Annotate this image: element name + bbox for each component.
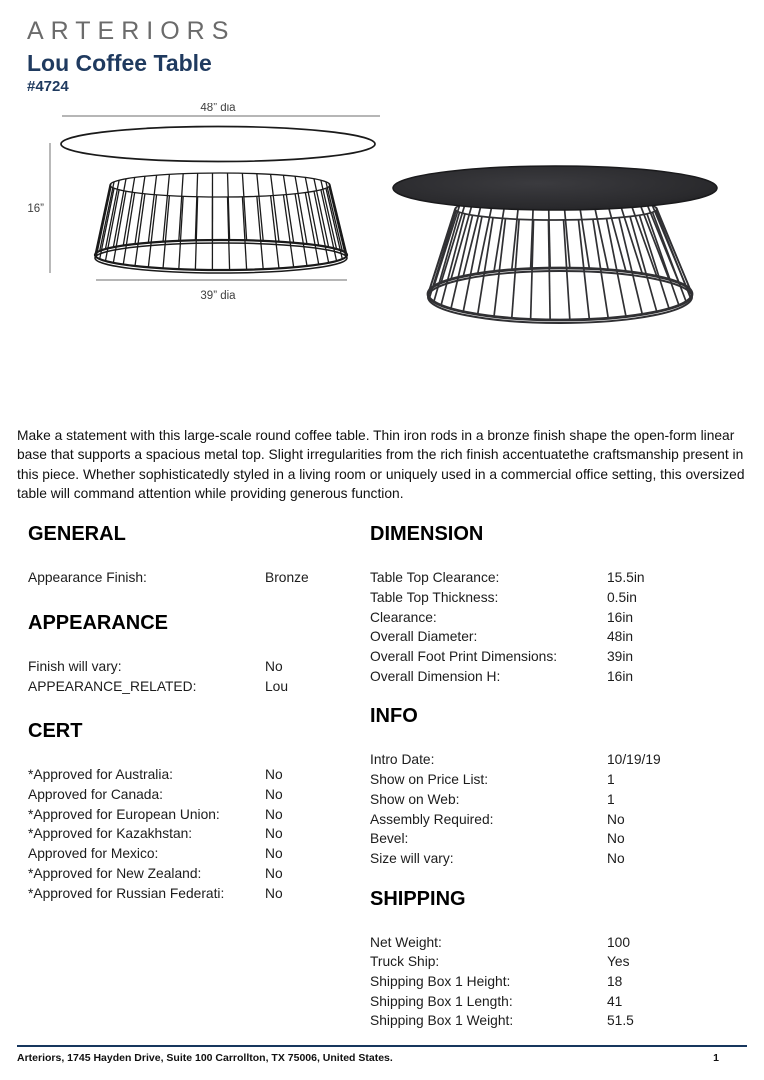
spec-value: 16in <box>607 609 634 625</box>
spec-label: Show on Web: <box>370 791 460 807</box>
spec-label: Assembly Required: <box>370 811 494 827</box>
spec-row <box>370 933 727 953</box>
section-heading-info: INFO <box>370 705 418 728</box>
spec-row <box>370 849 727 869</box>
spec-label: Table Top Clearance: <box>370 570 500 586</box>
section-heading-cert: CERT <box>28 720 83 743</box>
spec-row <box>370 770 727 790</box>
spec-value: No <box>607 811 625 827</box>
spec-row <box>370 952 727 972</box>
spec-value: No <box>265 658 283 674</box>
spec-label: Shipping Box 1 Weight: <box>370 1013 514 1029</box>
footer <box>17 1045 747 1064</box>
spec-label: Overall Foot Print Dimensions: <box>370 649 558 664</box>
spec-row <box>28 824 365 844</box>
spec-row <box>370 790 727 810</box>
spec-label: Overall Diameter: <box>370 629 478 645</box>
section-heading-shipping: SHIPPING <box>370 887 466 910</box>
section-heading-appearance: APPEARANCE <box>28 611 169 634</box>
spec-rows <box>370 750 727 868</box>
spec-label: Approved for Canada: <box>28 787 163 802</box>
spec-row <box>28 864 365 884</box>
spec-rows <box>370 568 727 686</box>
spec-label: Table Top Thickness: <box>370 589 499 605</box>
spec-label: Appearance Finish: <box>28 570 147 586</box>
spec-row <box>28 568 365 588</box>
spec-section <box>28 718 365 903</box>
spec-value: 16in <box>607 668 634 684</box>
spec-section <box>28 610 365 696</box>
spec-row <box>28 805 365 825</box>
spec-row <box>370 1011 727 1031</box>
spec-section <box>370 521 727 686</box>
spec-column-right <box>365 521 727 1031</box>
product-sku: #4724 <box>27 78 69 95</box>
spec-label: Overall Dimension H: <box>370 668 501 684</box>
spec-row <box>28 884 365 904</box>
bottom-diameter-label: 39” dia <box>200 290 236 302</box>
spec-value: No <box>265 787 283 802</box>
footer-divider <box>17 1045 747 1047</box>
spec-value: 100 <box>607 934 631 950</box>
spec-rows <box>370 933 727 1032</box>
spec-value: 48in <box>607 629 634 645</box>
spec-label: Shipping Box 1 Length: <box>370 993 513 1009</box>
spec-value: 10/19/19 <box>607 752 661 768</box>
spec-value: 41 <box>607 993 623 1009</box>
footer-address: Arteriors, 1745 Hayden Drive, Suite 100 Carrollton, TX 75006, United States. <box>17 1052 393 1064</box>
spec-label: *Approved for Kazakhstan: <box>28 826 193 842</box>
spec-label: *Approved for New Zealand: <box>28 865 202 881</box>
spec-label: Truck Ship: <box>370 954 440 970</box>
spec-row <box>370 992 727 1012</box>
spec-value: Bronze <box>265 570 309 586</box>
spec-label: *Approved for Russian Federati: <box>28 885 225 901</box>
header <box>0 0 764 96</box>
section-heading-general: GENERAL <box>28 523 126 546</box>
spec-row <box>28 657 365 677</box>
spec-label: Net Weight: <box>370 934 442 950</box>
spec-value: No <box>265 846 283 862</box>
spec-rows <box>28 765 365 903</box>
spec-row <box>370 627 727 647</box>
spec-value: No <box>265 767 283 783</box>
spec-row <box>28 844 365 864</box>
height-label: 16” <box>27 203 44 215</box>
spec-label: Finish will vary: <box>28 658 122 674</box>
spec-value: 39in <box>607 649 634 664</box>
spec-row <box>370 588 727 608</box>
spec-section <box>28 521 365 588</box>
spec-value: No <box>265 826 283 842</box>
brand-logo: ARTERIORS <box>27 17 236 45</box>
spec-label: Clearance: <box>370 609 437 625</box>
spec-value: No <box>607 831 625 847</box>
spec-label: Approved for Mexico: <box>28 846 159 862</box>
dimension-line-drawing <box>10 103 385 315</box>
spec-label: Size will vary: <box>370 850 454 866</box>
spec-value: 51.5 <box>607 1013 634 1029</box>
spec-value: No <box>265 885 283 901</box>
spec-rows <box>28 568 365 588</box>
spec-columns <box>0 521 764 1031</box>
product-photo <box>380 143 754 361</box>
spec-label: APPEARANCE_RELATED: <box>28 678 197 694</box>
spec-section <box>370 703 727 868</box>
spec-row <box>370 647 727 667</box>
spec-value: 15.5in <box>607 570 645 586</box>
section-heading-dimension: DIMENSION <box>370 523 484 546</box>
spec-row <box>28 785 365 805</box>
spec-value: 1 <box>607 772 615 788</box>
table-line-art <box>61 127 375 274</box>
product-images <box>0 103 764 418</box>
spec-row <box>370 829 727 849</box>
spec-row <box>370 810 727 830</box>
spec-row <box>28 677 365 697</box>
spec-label: *Approved for Australia: <box>28 767 173 783</box>
spec-row <box>370 972 727 992</box>
spec-label: *Approved for European Union: <box>28 806 220 822</box>
spec-value: Lou <box>265 678 289 694</box>
spec-label: Show on Price List: <box>370 772 489 788</box>
spec-column-left <box>0 521 365 1031</box>
spec-row <box>370 568 727 588</box>
spec-label: Intro Date: <box>370 752 435 768</box>
spec-value: No <box>265 806 283 822</box>
spec-value: No <box>607 850 625 866</box>
page-number: 1 <box>713 1052 719 1064</box>
top-diameter-label: 48” dia <box>200 103 236 114</box>
table-photo-art <box>393 166 717 323</box>
spec-value: Yes <box>607 954 630 970</box>
spec-value: 0.5in <box>607 589 637 605</box>
spec-row <box>370 608 727 628</box>
spec-row <box>370 750 727 770</box>
spec-value: 18 <box>607 974 623 990</box>
spec-row <box>28 765 365 785</box>
product-description: Make a statement with this large-scale round coffee table. Thin iron rods in a bronze finish shape the open-form linear base that supports a spacious metal top. Slight irregularities from the rich finish accentuatethe craftsmanship present in this piece. Whether sophisticatedly styled in a living room or uniquely used in a commercial office setting, this oversized table will command attention while providing generous function. <box>17 428 745 501</box>
spec-label: Shipping Box 1 Height: <box>370 974 511 990</box>
spec-row <box>370 667 727 687</box>
spec-value: No <box>265 865 283 881</box>
spec-value: 1 <box>607 791 615 807</box>
spec-section <box>370 886 727 1032</box>
spec-rows <box>28 657 365 696</box>
page-title: Lou Coffee Table <box>27 50 212 76</box>
spec-label: Bevel: <box>370 831 409 847</box>
